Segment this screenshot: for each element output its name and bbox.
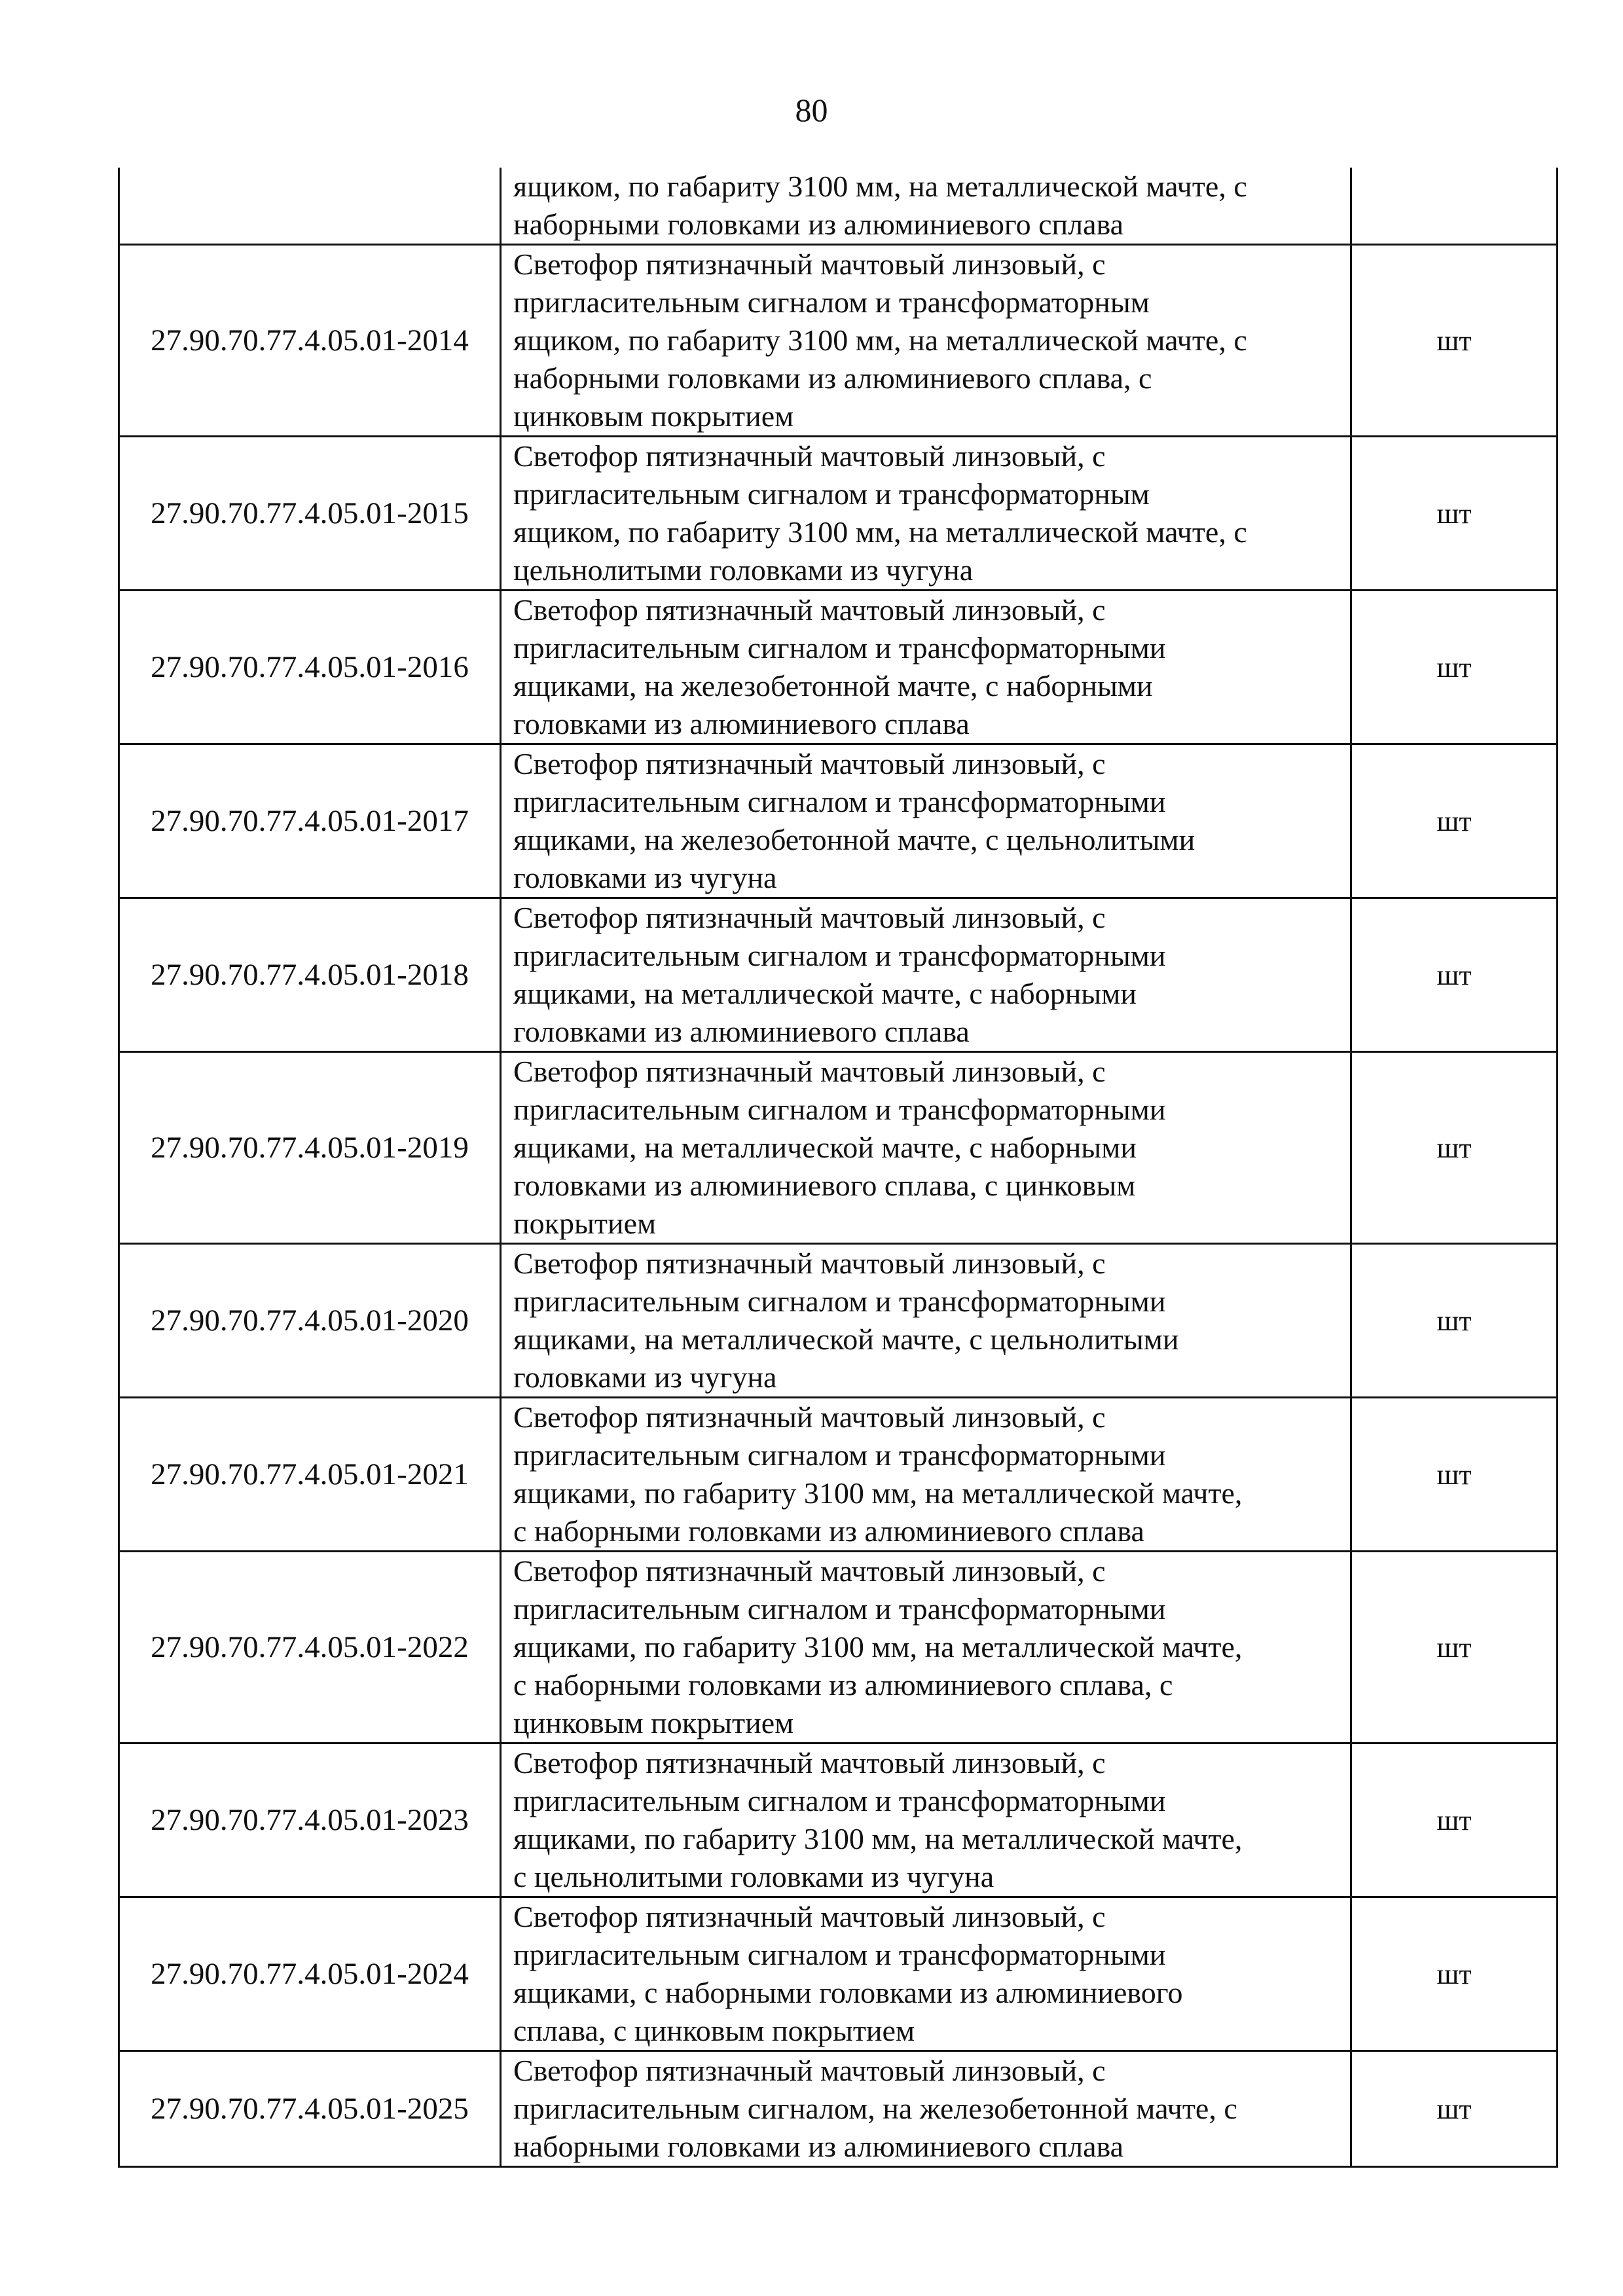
table-row bbox=[119, 437, 1558, 591]
item-description bbox=[501, 1743, 1351, 1897]
description-line: Светофор пятизначный мачтовый линзовый, с bbox=[513, 1900, 1106, 1933]
description-line: пригласительным сигналом и трансформаторным bbox=[513, 285, 1150, 319]
item-unit: шт bbox=[1351, 744, 1558, 898]
item-unit: шт bbox=[1351, 245, 1558, 437]
item-unit: шт bbox=[1351, 898, 1558, 1052]
table-row bbox=[119, 898, 1558, 1052]
item-code: 27.90.70.77.4.05.01-2021 bbox=[119, 1398, 501, 1552]
description-line: ящиками, по габариту 3100 мм, на металлической мачте, bbox=[513, 1630, 1243, 1664]
item-description bbox=[501, 744, 1351, 898]
description-line: ящиками, на металлической мачте, с цельнолитыми bbox=[513, 1322, 1179, 1356]
description-line: ящиком, по габариту 3100 мм, на металлической мачте, с bbox=[513, 323, 1247, 357]
description-line: сплава, с цинковым покрытием bbox=[513, 2014, 915, 2047]
table-row bbox=[119, 245, 1558, 437]
item-code: 27.90.70.77.4.05.01-2017 bbox=[119, 744, 501, 898]
item-unit bbox=[1351, 168, 1558, 245]
description-line: пригласительным сигналом, на железобетонной мачте, с bbox=[513, 2092, 1237, 2125]
table-row bbox=[119, 1743, 1558, 1897]
item-description bbox=[501, 1244, 1351, 1398]
description-line: Светофор пятизначный мачтовый линзовый, с bbox=[513, 247, 1106, 281]
item-unit: шт bbox=[1351, 1743, 1558, 1897]
description-line: головками из алюминиевого сплава bbox=[513, 1015, 970, 1048]
description-line: Светофор пятизначный мачтовый линзовый, с bbox=[513, 1055, 1106, 1088]
item-code: 27.90.70.77.4.05.01-2018 bbox=[119, 898, 501, 1052]
item-code: 27.90.70.77.4.05.01-2020 bbox=[119, 1244, 501, 1398]
description-line: ящиками, по габариту 3100 мм, на металлической мачте, bbox=[513, 1476, 1243, 1510]
item-code bbox=[119, 168, 501, 245]
description-line: ящиками, на железобетонной мачте, с цельнолитыми bbox=[513, 823, 1195, 856]
item-code: 27.90.70.77.4.05.01-2016 bbox=[119, 591, 501, 744]
item-description bbox=[501, 1552, 1351, 1743]
description-line: пригласительным сигналом и трансформаторными bbox=[513, 785, 1166, 818]
item-description bbox=[501, 245, 1351, 437]
description-line: Светофор пятизначный мачтовый линзовый, с bbox=[513, 1554, 1106, 1588]
description-line: Светофор пятизначный мачтовый линзовый, с bbox=[513, 439, 1106, 473]
table-row bbox=[119, 744, 1558, 898]
item-code: 27.90.70.77.4.05.01-2014 bbox=[119, 245, 501, 437]
description-line: ящиками, на металлической мачте, с наборными bbox=[513, 977, 1137, 1010]
description-line: покрытием bbox=[513, 1207, 657, 1240]
description-line: с наборными головками из алюминиевого сплава bbox=[513, 1514, 1144, 1548]
description-line: пригласительным сигналом и трансформаторным bbox=[513, 477, 1150, 511]
description-line: ящиками, на железобетонной мачте, с наборными bbox=[513, 669, 1153, 702]
page-number: 80 bbox=[795, 92, 828, 128]
description-line: пригласительным сигналом и трансформаторными bbox=[513, 1592, 1166, 1626]
description-line: с наборными головками из алюминиевого сплава, с bbox=[513, 1668, 1173, 1702]
item-description bbox=[501, 2051, 1351, 2167]
description-line: пригласительным сигналом и трансформаторными bbox=[513, 1938, 1166, 1971]
description-line: ящиком, по габариту 3100 мм, на металлической мачте, с bbox=[513, 515, 1247, 549]
description-line: пригласительным сигналом и трансформаторными bbox=[513, 1285, 1166, 1318]
table-row bbox=[119, 1052, 1558, 1244]
table-row bbox=[119, 1244, 1558, 1398]
description-line: Светофор пятизначный мачтовый линзовый, с bbox=[513, 901, 1106, 934]
description-line: ящиками, с наборными головками из алюминиевого bbox=[513, 1976, 1183, 2009]
description-line: головками из алюминиевого сплава bbox=[513, 707, 970, 740]
description-line: Светофор пятизначный мачтовый линзовый, с bbox=[513, 1247, 1106, 1280]
description-line: пригласительным сигналом и трансформаторными bbox=[513, 1438, 1166, 1472]
item-unit: шт bbox=[1351, 1398, 1558, 1552]
item-code: 27.90.70.77.4.05.01-2015 bbox=[119, 437, 501, 591]
table-row bbox=[119, 1897, 1558, 2051]
item-unit: шт bbox=[1351, 1897, 1558, 2051]
item-description bbox=[501, 591, 1351, 744]
item-code: 27.90.70.77.4.05.01-2025 bbox=[119, 2051, 501, 2167]
description-line: пригласительным сигналом и трансформаторными bbox=[513, 1784, 1166, 1817]
spec-table bbox=[118, 168, 1558, 2168]
description-line: цинковым покрытием bbox=[513, 1706, 794, 1740]
description-line: головками из алюминиевого сплава, с цинковым bbox=[513, 1169, 1136, 1202]
table-body bbox=[119, 168, 1558, 2167]
description-line: с цельнолитыми головками из чугуна bbox=[513, 1860, 994, 1893]
description-line: цельнолитыми головками из чугуна bbox=[513, 553, 974, 587]
description-line: Светофор пятизначный мачтовый линзовый, с bbox=[513, 747, 1106, 780]
description-line: наборными головками из алюминиевого сплава bbox=[513, 208, 1124, 241]
description-line: Светофор пятизначный мачтовый линзовый, с bbox=[513, 593, 1106, 627]
item-code: 27.90.70.77.4.05.01-2024 bbox=[119, 1897, 501, 2051]
item-description bbox=[501, 1052, 1351, 1244]
item-description bbox=[501, 437, 1351, 591]
item-unit: шт bbox=[1351, 1244, 1558, 1398]
description-line: ящиком, по габариту 3100 мм, на металлической мачте, с bbox=[513, 170, 1247, 203]
table-row bbox=[119, 1398, 1558, 1552]
description-line: пригласительным сигналом и трансформаторными bbox=[513, 939, 1166, 972]
description-line: ящиками, на металлической мачте, с наборными bbox=[513, 1131, 1137, 1164]
item-unit: шт bbox=[1351, 1552, 1558, 1743]
description-line: наборными головками из алюминиевого сплава bbox=[513, 2130, 1124, 2163]
item-code: 27.90.70.77.4.05.01-2019 bbox=[119, 1052, 501, 1244]
item-unit: шт bbox=[1351, 2051, 1558, 2167]
description-line: ящиками, по габариту 3100 мм, на металлической мачте, bbox=[513, 1822, 1243, 1855]
item-code: 27.90.70.77.4.05.01-2023 bbox=[119, 1743, 501, 1897]
item-code: 27.90.70.77.4.05.01-2022 bbox=[119, 1552, 501, 1743]
item-unit: шт bbox=[1351, 437, 1558, 591]
description-line: головками из чугуна bbox=[513, 1360, 777, 1394]
item-description bbox=[501, 898, 1351, 1052]
description-line: Светофор пятизначный мачтовый линзовый, с bbox=[513, 2054, 1106, 2087]
description-line: цинковым покрытием bbox=[513, 399, 794, 433]
item-unit: шт bbox=[1351, 591, 1558, 744]
description-line: наборными головками из алюминиевого сплава, с bbox=[513, 361, 1152, 395]
description-line: пригласительным сигналом и трансформаторными bbox=[513, 1093, 1166, 1126]
description-line: пригласительным сигналом и трансформаторными bbox=[513, 631, 1166, 665]
table-row bbox=[119, 591, 1558, 744]
table-row bbox=[119, 2051, 1558, 2167]
table-row bbox=[119, 168, 1558, 245]
description-line: Светофор пятизначный мачтовый линзовый, с bbox=[513, 1746, 1106, 1779]
item-description bbox=[501, 1398, 1351, 1552]
description-line: головками из чугуна bbox=[513, 861, 777, 894]
table-row bbox=[119, 1552, 1558, 1743]
item-description bbox=[501, 1897, 1351, 2051]
item-unit: шт bbox=[1351, 1052, 1558, 1244]
description-line: Светофор пятизначный мачтовый линзовый, с bbox=[513, 1400, 1106, 1434]
item-description bbox=[501, 168, 1351, 245]
